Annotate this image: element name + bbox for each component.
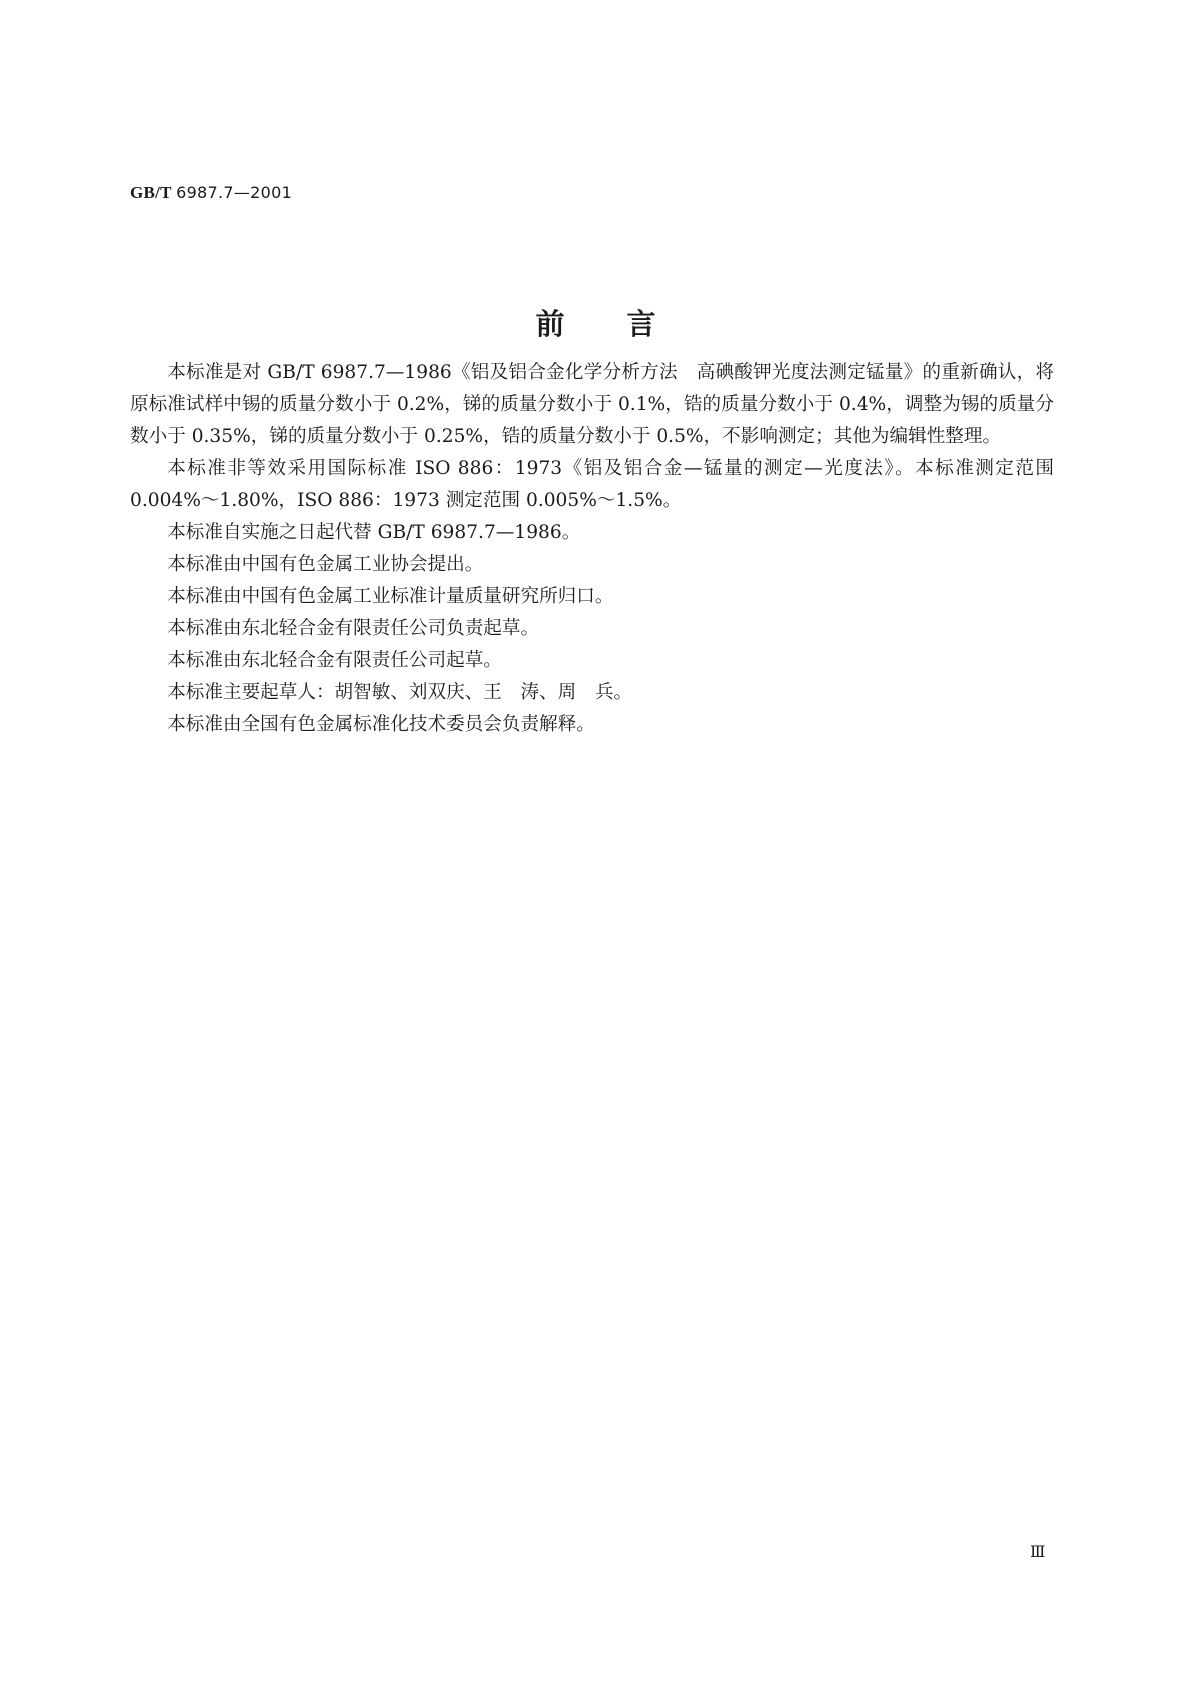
paragraph: 本标准由中国有色金属工业标准计量质量研究所归口。 — [167, 586, 614, 607]
paragraph: 本标准由东北轻合金有限责任公司负责起草。 — [167, 618, 540, 639]
paragraph: 本标准由东北轻合金有限责任公司起草。 — [167, 650, 502, 671]
paragraph: 本标准主要起草人：胡智敏、刘双庆、王 涛、周 兵。 — [167, 682, 633, 703]
standard-number: 6987.7—2001 — [176, 183, 293, 202]
standard-number-header — [130, 183, 292, 203]
paragraph: 本标准非等效采用国际标准 ISO 886：1973《铝及铝合金—锰量的测定—光度法》。本标准测定范围0.004%～1.80%，ISO 886：1973 测定范围 0.005%～1.5%。 — [130, 458, 1054, 511]
page-number: Ⅲ — [1030, 1544, 1046, 1561]
standard-prefix: GB/T — [130, 183, 172, 202]
page-title: 前言 — [535, 307, 718, 341]
paragraph: 本标准由全国有色金属标准化技术委员会负责解释。 — [167, 714, 595, 735]
paragraph: 本标准自实施之日起代替 GB/T 6987.7—1986。 — [167, 522, 581, 543]
paragraph: 本标准是对 GB/T 6987.7—1986《铝及铝合金化学分析方法 高碘酸钾光度法测定锰量》的重新确认，将原标准试样中锡的质量分数小于 0.2%，锑的质量分数小于 0.1%，锆的质量分数小于 0.4%，调整为锡的质量分数小于 0.35%，锑的质量分数小于 0.25%，锆的质量分数小于 0.5%，不影响测定；其他为编辑性整理。 — [130, 362, 1054, 447]
paragraph: 本标准由中国有色金属工业协会提出。 — [167, 554, 484, 575]
foreword-body — [130, 357, 1054, 741]
